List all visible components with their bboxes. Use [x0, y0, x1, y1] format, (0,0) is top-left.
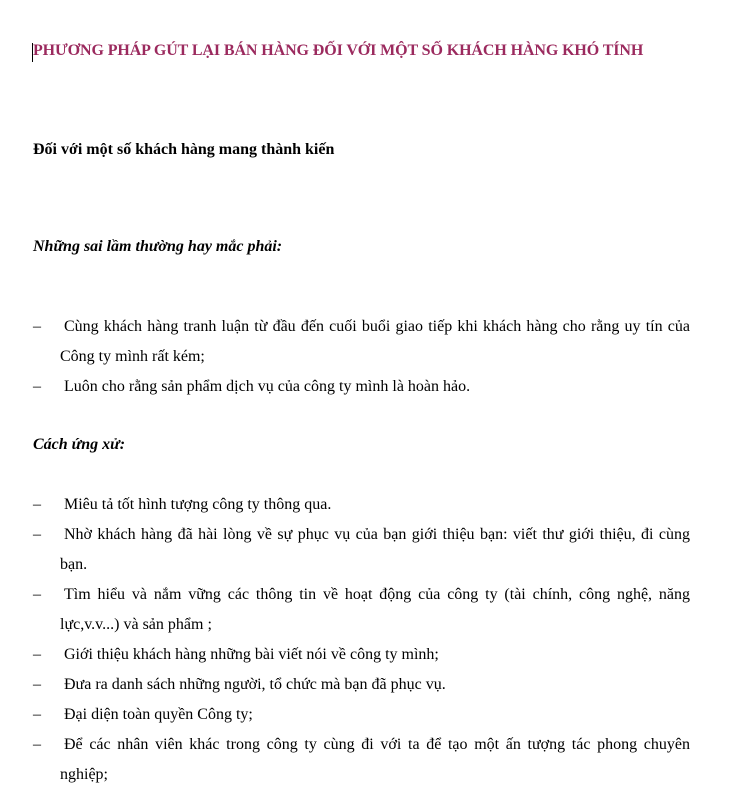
bullet-dash: – [33, 736, 41, 753]
list-item [33, 700, 690, 730]
list-item-text: Luôn cho rằng sản phẩm dịch vụ của công ty mình là hoàn hảo. [64, 378, 471, 395]
list-item [33, 312, 690, 372]
behaviors-list [33, 490, 690, 790]
list-item [33, 730, 690, 790]
list-item [33, 640, 690, 670]
list-item-text: Đưa ra danh sách những người, tổ chức mà bạn đã phục vụ. [64, 676, 446, 693]
list-item-text: Đại diện toàn quyền Công ty; [64, 706, 253, 723]
list-item [33, 520, 690, 580]
bullet-dash: – [33, 706, 41, 723]
list-item-text: Tìm hiểu và nắm vững các thông tin về hoạt động của công ty (tài chính, công nghệ, năng lực,v.v...) và sản phẩm ; [60, 586, 690, 633]
behavior-heading: Cách ứng xử: [33, 436, 126, 453]
section-heading: Đối với một số khách hàng mang thành kiến [33, 141, 335, 158]
bullet-dash: – [33, 646, 41, 663]
list-item [33, 580, 690, 640]
bullet-dash: – [33, 676, 41, 693]
list-item [33, 372, 690, 402]
list-item-text: Giới thiệu khách hàng những bài viết nói về công ty mình; [64, 646, 439, 663]
list-item-text: Nhờ khách hàng đã hài lòng về sự phục vụ của bạn giới thiệu bạn: viết thư giới thiệu, đi cùng bạn. [60, 526, 690, 573]
list-item-text: Để các nhân viên khác trong công ty cùng đi với ta để tạo một ấn tượng tác phong chuyên nghiệp; [60, 736, 690, 783]
list-item [33, 670, 690, 700]
mistakes-heading: Những sai lầm thường hay mắc phải: [33, 238, 283, 255]
bullet-dash: – [33, 496, 41, 513]
bullet-dash: – [33, 586, 41, 603]
list-item [33, 490, 690, 520]
mistakes-list [33, 312, 690, 402]
bullet-dash: – [33, 526, 41, 543]
bullet-dash: – [33, 378, 41, 395]
bullet-dash: – [33, 318, 41, 335]
list-item-text: Miêu tả tốt hình tượng công ty thông qua. [64, 496, 332, 513]
list-item-text: Cùng khách hàng tranh luận từ đầu đến cuối buổi giao tiếp khi khách hàng cho rằng uy tín của Công ty mình rất kém; [60, 318, 690, 365]
document-title: PHƯƠNG PHÁP GÚT LẠI BÁN HÀNG ĐỐI VỚI MỘT SỐ KHÁCH HÀNG KHÓ TÍNH [33, 42, 644, 59]
